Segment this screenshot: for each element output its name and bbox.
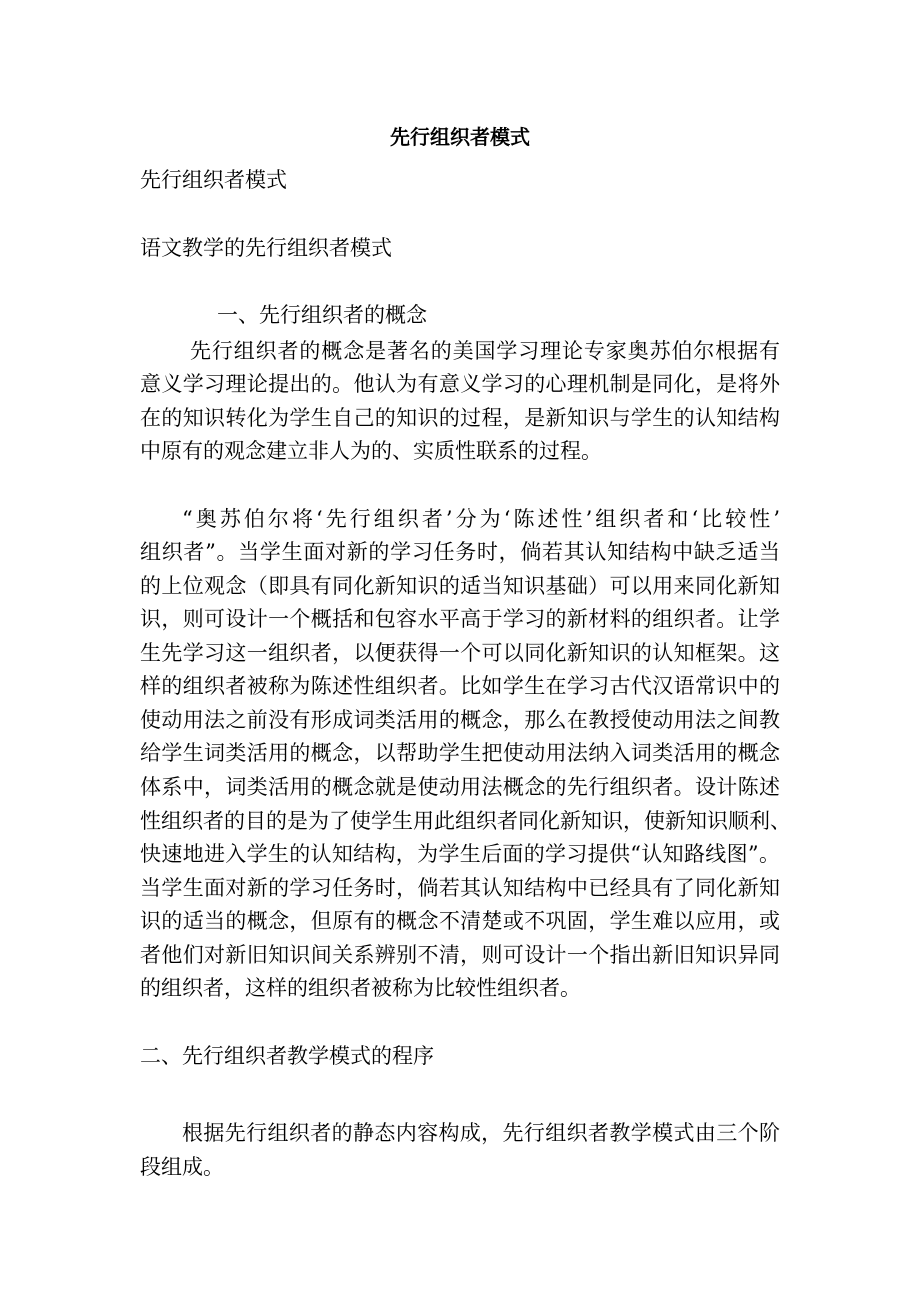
- paragraph-1-line: 意义学习理论提出的。他认为有意义学习的心理机制是同化，是将外: [140, 372, 780, 396]
- paragraph-2-line: 当学生面对新的学习任务时，倘若其认知结构中已经具有了同化新知: [140, 876, 780, 900]
- paragraph-1-line: 在的知识转化为学生自己的知识的过程，是新知识与学生的认知结构: [140, 406, 780, 430]
- paragraph-2-line: 体系中，词类活用的概念就是使动用法概念的先行组织者。设计陈述: [140, 775, 780, 799]
- document-title: 先行组织者模式: [390, 125, 530, 149]
- document-subtitle: 先行组织者模式: [140, 168, 287, 192]
- section-1-heading: 一、先行组织者的概念: [217, 303, 427, 327]
- paragraph-2-line: 识，则可设计一个概括和包容水平高于学习的新材料的组织者。让学: [140, 607, 780, 631]
- document-heading: 语文教学的先行组织者模式: [140, 236, 392, 260]
- paragraph-1-line: 先行组织者的概念是著名的美国学习理论专家奥苏伯尔根据有: [190, 339, 780, 363]
- paragraph-2-line: 使动用法之前没有形成词类活用的概念，那么在教授使动用法之间教: [140, 708, 780, 732]
- paragraph-3-line: 段组成。: [140, 1155, 224, 1179]
- paragraph-2-line: 的组织者，这样的组织者被称为比较性组织者。: [140, 976, 581, 1000]
- paragraph-2-line: 生先学习这一组织者，以便获得一个可以同化新知识的认知框架。这: [140, 641, 780, 665]
- paragraph-2-line: 者他们对新旧知识间关系辨别不清，则可设计一个指出新旧知识异同: [140, 943, 780, 967]
- paragraph-2-line: 的上位观念（即具有同化新知识的适当知识基础）可以用来同化新知: [140, 574, 780, 598]
- paragraph-2-line: 组织者”。当学生面对新的学习任务时，倘若其认知结构中缺乏适当: [140, 540, 780, 564]
- section-2-heading: 二、先行组织者教学模式的程序: [140, 1044, 434, 1068]
- paragraph-2-line: 给学生词类活用的概念，以帮助学生把使动用法纳入词类活用的概念: [140, 741, 780, 765]
- paragraph-1-line: 中原有的观念建立非人为的、实质性联系的过程。: [140, 439, 602, 463]
- paragraph-2-line: 样的组织者被称为陈述性组织者。比如学生在学习古代汉语常识中的: [140, 674, 780, 698]
- paragraph-2-line: “奥苏伯尔将‘先行组织者’分为‘陈述性’组织者和‘比较性’: [182, 507, 780, 531]
- paragraph-2-line: 识的适当的概念，但原有的概念不清楚或不巩固，学生难以应用，或: [140, 909, 780, 933]
- paragraph-2-line: 性组织者的目的是为了使学生用此组织者同化新知识，使新知识顺利、: [140, 809, 791, 833]
- paragraph-3-line: 根据先行组织者的静态内容构成，先行组织者教学模式由三个阶: [182, 1121, 780, 1145]
- paragraph-2-line: 快速地进入学生的认知结构，为学生后面的学习提供“认知路线图”。: [140, 842, 780, 866]
